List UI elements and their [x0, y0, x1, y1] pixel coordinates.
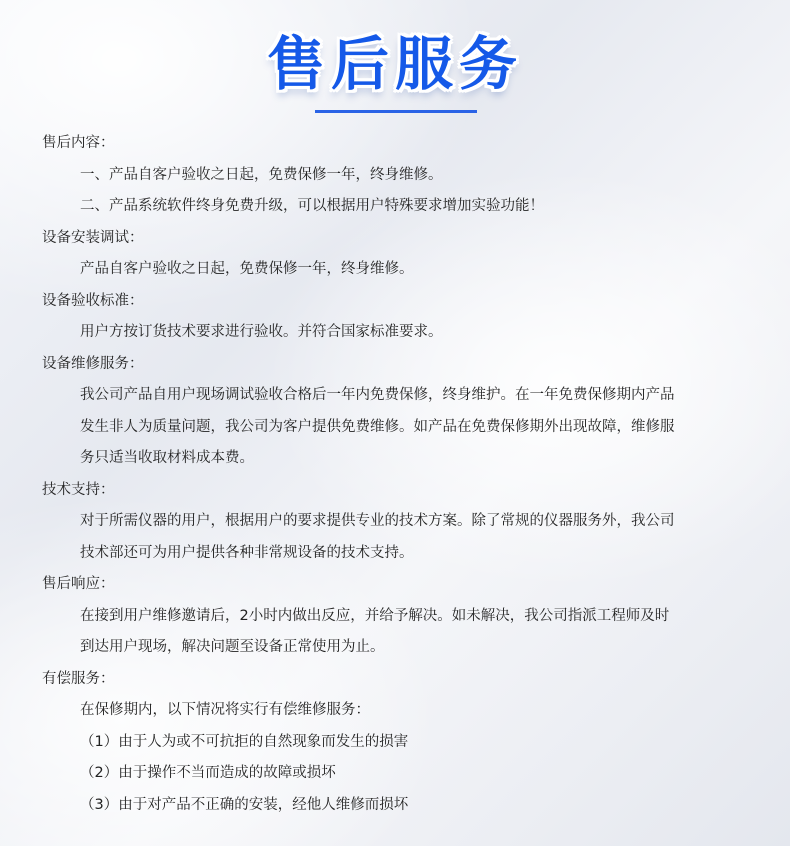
paid-line: （3）由于对产品不正确的安装，经他人维修而损坏 [80, 796, 409, 813]
section-heading-paid: 有偿服务： [42, 670, 115, 687]
page-title: 售后服务 [266, 30, 523, 98]
support-line: 对于所需仪器的用户，根据用户的要求提供专业的技术方案。除了常规的仪器服务外，我公司 [80, 513, 675, 529]
response-line: 到达用户现场，解决问题至设备正常使用为止。 [80, 639, 385, 655]
paid-line: （2）由于操作不当而造成的故障或损坏 [80, 765, 336, 781]
section-heading-response: 售后响应： [42, 576, 115, 592]
section-heading-acceptance: 设备验收标准： [42, 292, 144, 309]
paid-line: 在保修期内，以下情况将实行有偿维修服务： [80, 702, 370, 718]
installation-line: 产品自客户验收之日起，免费保修一年，终身维修。 [80, 261, 414, 277]
page-header [0, 22, 790, 106]
maintenance-line: 发生非人为质量问题，我公司为客户提供免费维修。如产品在免费保修期外出现故障，维修服 [80, 418, 675, 435]
title-underline [315, 110, 477, 113]
service-content [42, 128, 762, 821]
section-heading-installation: 设备安装调试： [42, 229, 144, 246]
paid-line: （1）由于人为或不可抗拒的自然现象而发生的损害 [80, 733, 409, 750]
content-line: 一、产品自客户验收之日起，免费保修一年，终身维修。 [80, 166, 443, 183]
maintenance-line: 我公司产品自用户现场调试验收合格后一年内免费保修，终身维护。在一年免费保修期内产品 [80, 387, 675, 403]
section-heading-maintenance: 设备维修服务： [42, 355, 144, 372]
section-heading-support: 技术支持： [42, 481, 115, 498]
support-line: 技术部还可为用户提供各种非常规设备的技术支持。 [80, 544, 414, 561]
maintenance-line: 务只适当收取材料成本费。 [80, 450, 254, 466]
response-line: 在接到用户维修邀请后，2小时内做出反应，并给予解决。如未解决，我公司指派工程师及时 [80, 607, 670, 624]
content-line: 二、产品系统软件终身免费升级，可以根据用户特殊要求增加实验功能！ [80, 198, 544, 214]
section-heading-content: 售后内容： [42, 135, 115, 151]
acceptance-line: 用户方按订货技术要求进行验收。并符合国家标准要求。 [80, 324, 443, 340]
